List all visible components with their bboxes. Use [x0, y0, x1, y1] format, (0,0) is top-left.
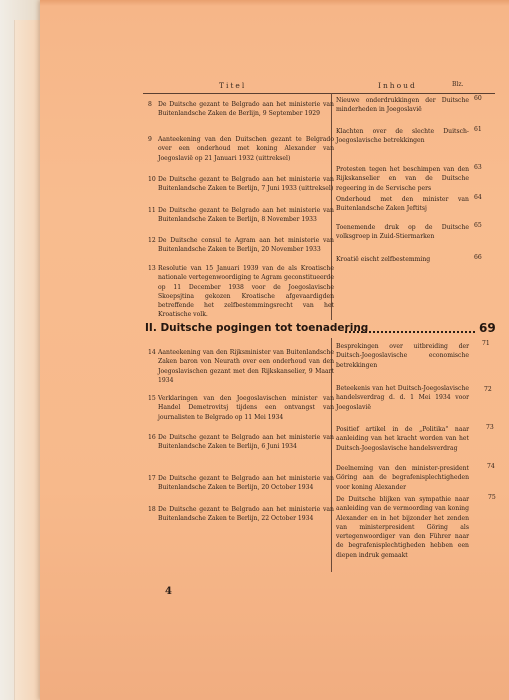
entry-number: 18	[148, 506, 156, 513]
entry-title: Aanteekening van den Rijksminister van Buitenlandsche Zaken baron von Neurath over een onderhoud van den Joegoslavischen gezant met den Rijkskanselier, 9 Maart 1934	[158, 349, 334, 384]
entry-title: Aanteekening van den Duitschen gezant te Belgrado over een onderhoud met koning Alexander van Joegoslavië op 21 Januari 1932 (uittreksel)	[158, 136, 334, 162]
entry-page: 65	[474, 222, 482, 229]
entry-title: De Duitsche gezant te Belgrado aan het ministerie van Buitenlandsche Zaken te Berlijn, 7 Juni 1933 (uittreksel)	[158, 176, 334, 193]
section-title: II. Duitsche pogingen tot toenadering	[145, 322, 369, 334]
entry-title: De Duitsche gezant te Belgrado aan het ministerie van Buitenlandsche Zaken te Berlijn, 22 October 1934	[158, 506, 334, 523]
entry-content: Deelneming van den minister-president Göring aan de begrafenisplechtigheden voor koning Alexander	[336, 465, 469, 491]
entry-title: Verklaringen van den Joegoslavischen minister van Handel Demetrovitsj tijdens een ontvangst van journalisten te Belgrado op 11 Mei 1934	[158, 395, 334, 421]
column-header-content: Inhoud	[378, 81, 417, 90]
entry-number: 10	[148, 176, 156, 183]
entry-number: 11	[148, 207, 156, 214]
entry-page: 64	[474, 194, 482, 201]
entry-page: 75	[488, 494, 496, 501]
entry-page: 71	[482, 340, 490, 347]
entry-title: De Duitsche consul te Agram aan het ministerie van Buitenlandsche Zaken te Berlijn, 20 November 1933	[158, 237, 334, 254]
entry-number: 15	[148, 395, 156, 402]
column-header-title: Titel	[219, 81, 247, 90]
entry-content: Kroatië eischt zelfbestemming	[336, 256, 431, 263]
entry-title: De Duitsche gezant te Belgrado aan het ministerie van Buitenlandsche Zaken te Berlijn, 20 October 1934	[158, 475, 334, 492]
entry-page: 74	[487, 463, 495, 470]
entry-number: 12	[148, 237, 156, 244]
entry-content: Onderhoud met den minister van Buitenlandsche Zaken Jeftitsj	[336, 196, 469, 213]
entry-number: 14	[148, 349, 156, 356]
page-top-edge	[40, 0, 509, 6]
section-page: 69	[479, 321, 496, 335]
entry-number: 8	[148, 101, 152, 108]
entry-content: Besprekingen over uitbreiding der Duitsch-Joegoslavische economische betrekkingen	[336, 343, 469, 369]
entry-page: 72	[484, 386, 492, 393]
entry-content: Beteekenis van het Duitsch-Joegoslavische handelsverdrag d. d. 1 Mei 1934 voor Joegoslavië	[336, 385, 469, 411]
entry-content: Positief artikel in de „Politika" naar aanleiding van het kracht worden van het Duitsch-Joegoslavische handelsverdrag	[336, 426, 469, 452]
page-number: 4	[165, 586, 172, 597]
entry-number: 13	[148, 265, 156, 272]
entry-content: Protesten tegen het beschimpen van den Rijkskanselier en van de Duitsche regeering in de Servische pers	[336, 166, 469, 192]
entry-title: De Duitsche gezant te Belgrado aan het ministerie van Buitenlandsche Zaken te Berlijn, 8 November 1933	[158, 207, 334, 224]
entry-page: 60	[474, 95, 482, 102]
entry-page: 61	[474, 126, 482, 133]
dot-leader	[345, 325, 475, 333]
entry-title: De Duitsche gezant te Belgrado aan het ministerie van Buitenlandsche Zaken de Berlijn, 9 September 1929	[158, 101, 334, 118]
entry-content: Toenemende druk op de Duitsche volksgroep in Zuid-Stiermarken	[336, 224, 469, 241]
entry-number: 16	[148, 434, 156, 441]
entry-number: 17	[148, 475, 156, 482]
header-rule	[143, 93, 495, 94]
entry-title: De Duitsche gezant te Belgrado aan het ministerie van Buitenlandsche Zaken te Berlijn, 6 Juni 1934	[158, 434, 334, 451]
entry-page: 73	[486, 424, 494, 431]
entry-title: Resolutie van 15 Januari 1939 van de als Kroatische nationale vertegenwoordiging te Agram geconstitueerde op 11 December 1938 voor de Joegoslavische Skoepsjtina gekozen Kroatische afgevaardigden betreffende het zelfbestemmingsrecht van het Kroatische volk.	[158, 265, 334, 319]
entry-page: 66	[474, 254, 482, 261]
entry-content: Klachten over de slechte Duitsch-Joegoslavische betrekkingen	[336, 128, 469, 145]
entry-page: 63	[474, 164, 482, 171]
entry-content: De Duitsche blijken van sympathie naar aanleiding van de vermoording van koning Alexander en in het bijzonder het zenden van ministerpresident Göring als vertegenwoordiger van den Führer naar de begrafenisplechtigheden hebben een diepen indruk gemaakt	[336, 496, 469, 559]
entry-number: 9	[148, 136, 152, 143]
entry-content: Nieuwe onderdrukkingen der Duitsche minderheden in Joegoslavië	[336, 97, 469, 114]
column-header-page: Blz.	[452, 81, 464, 88]
